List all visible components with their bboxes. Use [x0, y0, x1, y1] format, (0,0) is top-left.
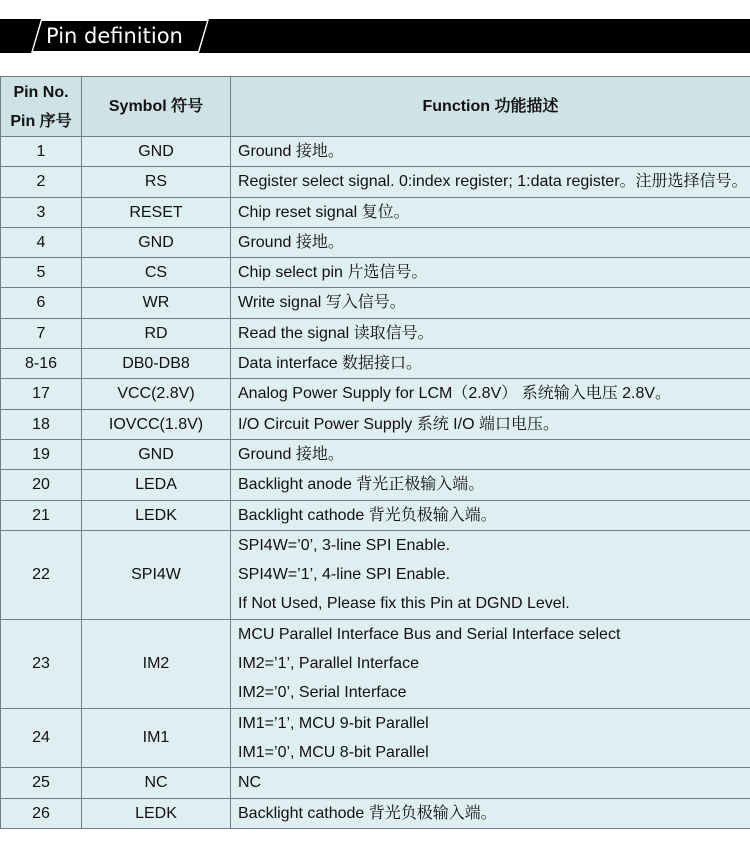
symbol-cell: NC — [82, 768, 231, 798]
function-line: IM2=’1’, Parallel Interface — [238, 655, 419, 673]
symbol-cell: GND — [82, 227, 231, 257]
function-cell — [231, 288, 750, 318]
table-row — [1, 258, 750, 288]
function-line: Ground 接地。 — [238, 233, 344, 251]
function-cell — [231, 470, 750, 500]
pin-number-cell: 4 — [1, 227, 82, 257]
pin-number-cell: 5 — [1, 258, 82, 288]
table-row — [1, 530, 750, 619]
function-line: Backlight anode 背光正极输入端。 — [238, 476, 485, 494]
table-row — [1, 409, 750, 439]
pin-number-cell: 1 — [1, 137, 82, 167]
pin-number-cell: 24 — [1, 708, 82, 768]
function-line: Register select signal. 0:index register; 1:data register。注册选择信号。 — [238, 173, 748, 191]
symbol-cell: IM2 — [82, 619, 231, 708]
pin-number-cell: 19 — [1, 439, 82, 469]
function-cell — [231, 137, 750, 167]
function-cell — [231, 258, 750, 288]
pin-number-cell: 22 — [1, 530, 82, 619]
function-line: MCU Parallel Interface Bus and Serial Interface select — [238, 625, 621, 643]
function-line: If Not Used, Please fix this Pin at DGND Level. — [238, 595, 570, 613]
pin-number-cell: 21 — [1, 500, 82, 530]
function-cell — [231, 530, 750, 619]
function-cell — [231, 318, 750, 348]
symbol-cell: LEDK — [82, 500, 231, 530]
function-cell — [231, 227, 750, 257]
symbol-cell: CS — [82, 258, 231, 288]
table-row — [1, 500, 750, 530]
function-cell — [231, 500, 750, 530]
function-cell — [231, 439, 750, 469]
symbol-cell: WR — [82, 288, 231, 318]
symbol-cell: IM1 — [82, 708, 231, 768]
function-line: Ground 接地。 — [238, 445, 344, 463]
function-cell — [231, 768, 750, 798]
table-body — [1, 137, 750, 829]
symbol-cell: SPI4W — [82, 530, 231, 619]
section-title: Pin definition — [46, 24, 183, 48]
pin-number-cell: 26 — [1, 798, 82, 828]
symbol-cell: DB0-DB8 — [82, 349, 231, 379]
function-line: Read the signal 读取信号。 — [238, 324, 434, 342]
symbol-cell: RESET — [82, 197, 231, 227]
header-pin-no-line2: Pin 序号 — [10, 112, 72, 130]
header-function: Function 功能描述 — [231, 77, 750, 137]
table-row — [1, 379, 750, 409]
pin-number-cell: 18 — [1, 409, 82, 439]
function-line: NC — [238, 774, 262, 792]
symbol-cell: LEDK — [82, 798, 231, 828]
function-cell — [231, 349, 750, 379]
table-row — [1, 708, 750, 768]
symbol-cell: GND — [82, 137, 231, 167]
function-line: Backlight cathode 背光负极输入端。 — [238, 804, 497, 822]
table-row — [1, 318, 750, 348]
function-cell — [231, 167, 750, 197]
function-line: Data interface 数据接口。 — [238, 355, 423, 373]
table-row — [1, 288, 750, 318]
section-header — [0, 19, 750, 53]
pin-number-cell: 20 — [1, 470, 82, 500]
table-row — [1, 798, 750, 828]
header-pin-no-line1: Pin No. — [13, 83, 69, 101]
function-line: Chip select pin 片选信号。 — [238, 264, 428, 282]
header-symbol: Symbol 符号 — [82, 77, 231, 137]
table-row — [1, 619, 750, 708]
function-line: SPI4W=’1’, 4-line SPI Enable. — [238, 566, 451, 584]
function-line: Analog Power Supply for LCM（2.8V） 系统输入电压 2.8V。 — [238, 385, 672, 403]
symbol-cell: VCC(2.8V) — [82, 379, 231, 409]
table-row — [1, 167, 750, 197]
table-row — [1, 768, 750, 798]
function-line: Chip reset signal 复位。 — [238, 203, 410, 221]
pin-number-cell: 23 — [1, 619, 82, 708]
function-line: IM1=’0’, MCU 8-bit Parallel — [238, 743, 429, 761]
table-row — [1, 137, 750, 167]
function-line: IM1=’1’, MCU 9-bit Parallel — [238, 714, 429, 732]
table-row — [1, 439, 750, 469]
pin-number-cell: 7 — [1, 318, 82, 348]
function-line: SPI4W=’0’, 3-line SPI Enable. — [238, 536, 451, 554]
table-row — [1, 197, 750, 227]
pin-number-cell: 6 — [1, 288, 82, 318]
symbol-cell: GND — [82, 439, 231, 469]
function-cell — [231, 409, 750, 439]
pin-definition-table — [0, 76, 750, 829]
pin-number-cell: 2 — [1, 167, 82, 197]
function-cell — [231, 197, 750, 227]
symbol-cell: RS — [82, 167, 231, 197]
header-pin-no — [1, 77, 82, 137]
function-cell — [231, 379, 750, 409]
function-line: I/O Circuit Power Supply 系统 I/O 端口电压。 — [238, 415, 559, 433]
table-header-row — [1, 77, 750, 137]
table-row — [1, 227, 750, 257]
pin-number-cell: 8-16 — [1, 349, 82, 379]
function-line: IM2=’0’, Serial Interface — [238, 684, 407, 702]
function-cell — [231, 619, 750, 708]
function-line: Ground 接地。 — [238, 143, 344, 160]
function-cell — [231, 708, 750, 768]
function-line: Write signal 写入信号。 — [238, 294, 406, 312]
function-line: Backlight cathode 背光负极输入端。 — [238, 506, 497, 524]
table-row — [1, 470, 750, 500]
symbol-cell: LEDA — [82, 470, 231, 500]
table-row — [1, 349, 750, 379]
pin-number-cell: 3 — [1, 197, 82, 227]
pin-number-cell: 17 — [1, 379, 82, 409]
pin-number-cell: 25 — [1, 768, 82, 798]
symbol-cell: RD — [82, 318, 231, 348]
symbol-cell: IOVCC(1.8V) — [82, 409, 231, 439]
function-cell — [231, 798, 750, 828]
